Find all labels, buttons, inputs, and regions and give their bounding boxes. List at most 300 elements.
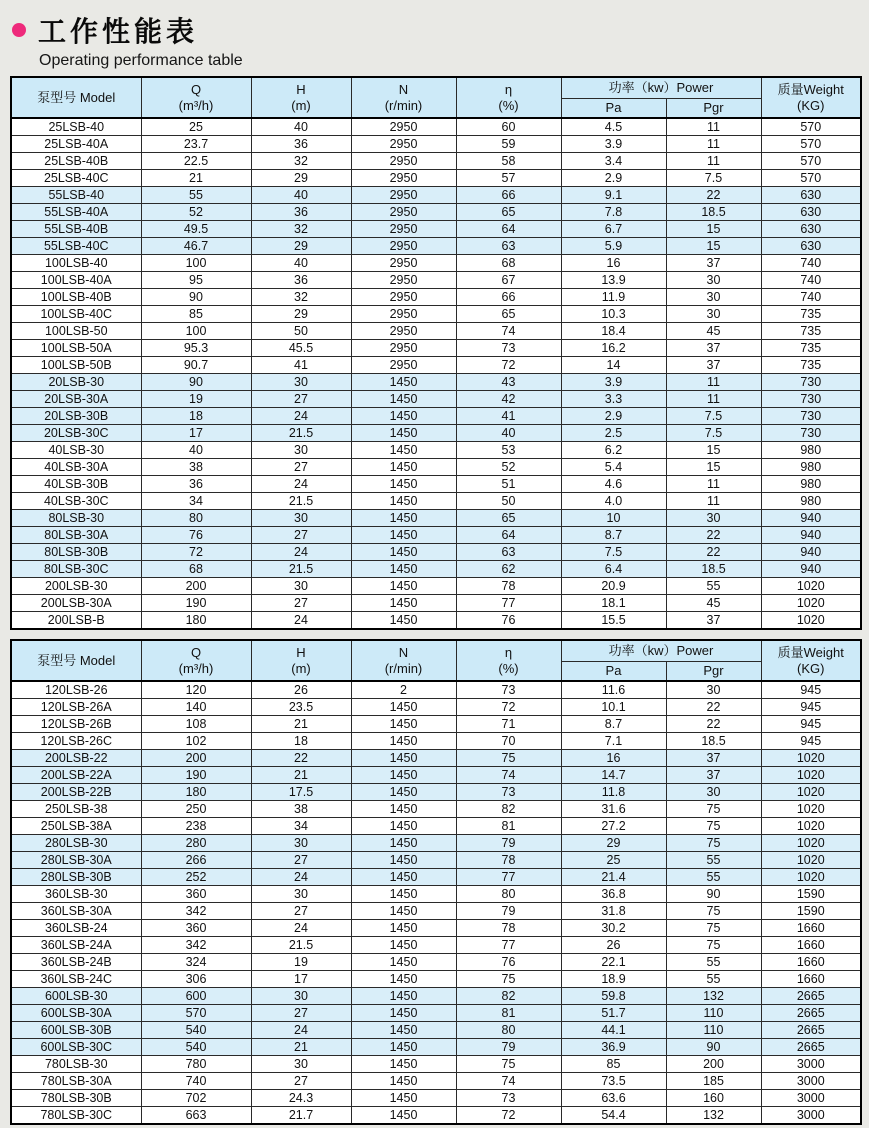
performance-table-lower xyxy=(10,639,862,1125)
weight-cell: 630 xyxy=(761,238,861,255)
eta-cell: 74 xyxy=(456,767,561,784)
col-header-pa-label: Pa xyxy=(605,663,622,679)
col-header-weight xyxy=(761,77,861,118)
n-cell: 1450 xyxy=(351,886,456,903)
h-cell: 36 xyxy=(251,272,351,289)
h-cell: 50 xyxy=(251,323,351,340)
pa-cell: 14 xyxy=(561,357,666,374)
eta-cell: 79 xyxy=(456,903,561,920)
weight-cell: 570 xyxy=(761,153,861,170)
pgr-cell: 15 xyxy=(666,221,761,238)
weight-cell: 730 xyxy=(761,425,861,442)
weight-cell: 735 xyxy=(761,340,861,357)
col-header-power-group xyxy=(561,77,761,99)
model-cell: 55LSB-40 xyxy=(11,187,141,204)
col-header-q-label: (m³/h) xyxy=(178,97,214,113)
col-header-n-label: N xyxy=(398,81,409,97)
table-row xyxy=(11,699,861,716)
col-header-h-label: (m) xyxy=(291,97,311,113)
n-cell: 1450 xyxy=(351,1056,456,1073)
n-cell: 2950 xyxy=(351,204,456,221)
eta-cell: 73 xyxy=(456,784,561,801)
q-cell: 80 xyxy=(141,510,251,527)
weight-cell: 1020 xyxy=(761,818,861,835)
n-cell: 1450 xyxy=(351,1039,456,1056)
pgr-cell: 132 xyxy=(666,1107,761,1125)
pgr-cell: 200 xyxy=(666,1056,761,1073)
weight-cell: 735 xyxy=(761,357,861,374)
pa-cell: 2.9 xyxy=(561,170,666,187)
q-cell: 740 xyxy=(141,1073,251,1090)
q-cell: 570 xyxy=(141,1005,251,1022)
model-cell: 780LSB-30A xyxy=(11,1073,141,1090)
weight-cell: 1020 xyxy=(761,784,861,801)
weight-cell: 980 xyxy=(761,442,861,459)
n-cell: 1450 xyxy=(351,971,456,988)
model-cell: 360LSB-24C xyxy=(11,971,141,988)
model-cell: 20LSB-30B xyxy=(11,408,141,425)
pgr-cell: 15 xyxy=(666,238,761,255)
h-cell: 21.7 xyxy=(251,1107,351,1125)
h-cell: 24 xyxy=(251,869,351,886)
eta-cell: 57 xyxy=(456,170,561,187)
pgr-cell: 30 xyxy=(666,510,761,527)
col-header-q-label: Q xyxy=(190,81,202,97)
eta-cell: 63 xyxy=(456,544,561,561)
q-cell: 38 xyxy=(141,459,251,476)
pa-cell: 5.9 xyxy=(561,238,666,255)
table-row xyxy=(11,1039,861,1056)
q-cell: 108 xyxy=(141,716,251,733)
q-cell: 180 xyxy=(141,612,251,630)
col-header-pgr-label: Pgr xyxy=(703,663,724,679)
h-cell: 17 xyxy=(251,971,351,988)
q-cell: 600 xyxy=(141,988,251,1005)
pgr-cell: 22 xyxy=(666,544,761,561)
pgr-cell: 37 xyxy=(666,255,761,272)
q-cell: 250 xyxy=(141,801,251,818)
pgr-cell: 18.5 xyxy=(666,733,761,750)
pa-cell: 8.7 xyxy=(561,527,666,544)
weight-cell: 1020 xyxy=(761,801,861,818)
col-header-q xyxy=(141,77,251,118)
weight-cell: 940 xyxy=(761,544,861,561)
model-cell: 250LSB-38 xyxy=(11,801,141,818)
table-row xyxy=(11,204,861,221)
weight-cell: 570 xyxy=(761,170,861,187)
q-cell: 663 xyxy=(141,1107,251,1125)
n-cell: 1450 xyxy=(351,1073,456,1090)
h-cell: 30 xyxy=(251,1056,351,1073)
table-row xyxy=(11,459,861,476)
model-cell: 120LSB-26C xyxy=(11,733,141,750)
pa-cell: 21.4 xyxy=(561,869,666,886)
eta-cell: 66 xyxy=(456,187,561,204)
h-cell: 38 xyxy=(251,801,351,818)
pgr-cell: 15 xyxy=(666,442,761,459)
q-cell: 76 xyxy=(141,527,251,544)
weight-cell: 2665 xyxy=(761,1005,861,1022)
pa-cell: 44.1 xyxy=(561,1022,666,1039)
eta-cell: 64 xyxy=(456,221,561,238)
model-cell: 280LSB-30 xyxy=(11,835,141,852)
model-cell: 600LSB-30A xyxy=(11,1005,141,1022)
table-row xyxy=(11,801,861,818)
n-cell: 2950 xyxy=(351,136,456,153)
table-row xyxy=(11,954,861,971)
weight-cell: 735 xyxy=(761,306,861,323)
n-cell: 1450 xyxy=(351,578,456,595)
col-header-eta-label: (%) xyxy=(498,660,519,676)
n-cell: 1450 xyxy=(351,561,456,578)
q-cell: 324 xyxy=(141,954,251,971)
q-cell: 90 xyxy=(141,289,251,306)
q-cell: 702 xyxy=(141,1090,251,1107)
h-cell: 32 xyxy=(251,221,351,238)
table-row xyxy=(11,1107,861,1125)
eta-cell: 53 xyxy=(456,442,561,459)
col-header-eta-label: η xyxy=(504,81,513,97)
pgr-cell: 18.5 xyxy=(666,561,761,578)
h-cell: 27 xyxy=(251,595,351,612)
title-block xyxy=(12,10,860,70)
table-row xyxy=(11,681,861,699)
col-header-h xyxy=(251,77,351,118)
eta-cell: 40 xyxy=(456,425,561,442)
table-row xyxy=(11,1005,861,1022)
weight-cell: 1020 xyxy=(761,835,861,852)
weight-cell: 630 xyxy=(761,221,861,238)
model-cell: 600LSB-30C xyxy=(11,1039,141,1056)
n-cell: 1450 xyxy=(351,750,456,767)
n-cell: 1450 xyxy=(351,374,456,391)
pgr-cell: 55 xyxy=(666,971,761,988)
pgr-cell: 75 xyxy=(666,903,761,920)
model-cell: 360LSB-24 xyxy=(11,920,141,937)
n-cell: 2950 xyxy=(351,272,456,289)
n-cell: 2950 xyxy=(351,238,456,255)
pa-cell: 63.6 xyxy=(561,1090,666,1107)
q-cell: 40 xyxy=(141,442,251,459)
pgr-cell: 37 xyxy=(666,340,761,357)
n-cell: 1450 xyxy=(351,1022,456,1039)
n-cell: 1450 xyxy=(351,903,456,920)
pgr-cell: 7.5 xyxy=(666,170,761,187)
eta-cell: 77 xyxy=(456,937,561,954)
eta-cell: 75 xyxy=(456,750,561,767)
pgr-cell: 55 xyxy=(666,578,761,595)
pgr-cell: 110 xyxy=(666,1022,761,1039)
table-row xyxy=(11,391,861,408)
table-row xyxy=(11,835,861,852)
h-cell: 29 xyxy=(251,238,351,255)
weight-cell: 1660 xyxy=(761,971,861,988)
performance-table-upper xyxy=(10,76,862,630)
eta-cell: 77 xyxy=(456,869,561,886)
pgr-cell: 7.5 xyxy=(666,408,761,425)
model-cell: 55LSB-40C xyxy=(11,238,141,255)
pgr-cell: 75 xyxy=(666,920,761,937)
pgr-cell: 90 xyxy=(666,1039,761,1056)
n-cell: 2950 xyxy=(351,153,456,170)
n-cell: 1450 xyxy=(351,767,456,784)
h-cell: 40 xyxy=(251,255,351,272)
h-cell: 27 xyxy=(251,391,351,408)
model-cell: 80LSB-30C xyxy=(11,561,141,578)
pa-cell: 31.6 xyxy=(561,801,666,818)
weight-cell: 945 xyxy=(761,716,861,733)
h-cell: 41 xyxy=(251,357,351,374)
model-cell: 360LSB-30 xyxy=(11,886,141,903)
model-cell: 280LSB-30B xyxy=(11,869,141,886)
table-row xyxy=(11,272,861,289)
n-cell: 1450 xyxy=(351,442,456,459)
pa-cell: 15.5 xyxy=(561,612,666,630)
pgr-cell: 55 xyxy=(666,954,761,971)
model-cell: 600LSB-30B xyxy=(11,1022,141,1039)
pa-cell: 11.8 xyxy=(561,784,666,801)
n-cell: 1450 xyxy=(351,459,456,476)
pgr-cell: 15 xyxy=(666,459,761,476)
table-row xyxy=(11,750,861,767)
h-cell: 34 xyxy=(251,818,351,835)
h-cell: 45.5 xyxy=(251,340,351,357)
eta-cell: 77 xyxy=(456,595,561,612)
col-header-h xyxy=(251,640,351,681)
model-cell: 20LSB-30 xyxy=(11,374,141,391)
eta-cell: 79 xyxy=(456,835,561,852)
col-header-pa-label: Pa xyxy=(605,100,622,116)
h-cell: 30 xyxy=(251,374,351,391)
table-row xyxy=(11,357,861,374)
model-cell: 80LSB-30B xyxy=(11,544,141,561)
col-header-power-group-label: 功率（kw）Power xyxy=(608,643,714,659)
pa-cell: 51.7 xyxy=(561,1005,666,1022)
weight-cell: 1020 xyxy=(761,869,861,886)
model-cell: 780LSB-30B xyxy=(11,1090,141,1107)
table-row xyxy=(11,903,861,920)
pa-cell: 3.4 xyxy=(561,153,666,170)
col-header-power-group-label: 功率（kw）Power xyxy=(608,80,714,96)
model-cell: 40LSB-30A xyxy=(11,459,141,476)
eta-cell: 75 xyxy=(456,1056,561,1073)
pa-cell: 20.9 xyxy=(561,578,666,595)
q-cell: 90 xyxy=(141,374,251,391)
n-cell: 1450 xyxy=(351,733,456,750)
model-cell: 25LSB-40C xyxy=(11,170,141,187)
weight-cell: 3000 xyxy=(761,1090,861,1107)
n-cell: 2950 xyxy=(351,340,456,357)
eta-cell: 63 xyxy=(456,238,561,255)
table-row xyxy=(11,323,861,340)
model-cell: 600LSB-30 xyxy=(11,988,141,1005)
table-row xyxy=(11,869,861,886)
q-cell: 780 xyxy=(141,1056,251,1073)
pa-cell: 7.8 xyxy=(561,204,666,221)
col-header-eta-label: η xyxy=(504,644,513,660)
h-cell: 21.5 xyxy=(251,425,351,442)
pa-cell: 11.6 xyxy=(561,681,666,699)
col-header-model xyxy=(11,77,141,118)
table-row xyxy=(11,187,861,204)
q-cell: 266 xyxy=(141,852,251,869)
pgr-cell: 30 xyxy=(666,272,761,289)
weight-cell: 570 xyxy=(761,118,861,136)
weight-cell: 1660 xyxy=(761,954,861,971)
h-cell: 40 xyxy=(251,187,351,204)
pa-cell: 8.7 xyxy=(561,716,666,733)
h-cell: 24 xyxy=(251,408,351,425)
q-cell: 200 xyxy=(141,750,251,767)
weight-cell: 945 xyxy=(761,681,861,699)
table-row xyxy=(11,1056,861,1073)
weight-cell: 1020 xyxy=(761,750,861,767)
magenta-dot-icon xyxy=(12,23,26,37)
h-cell: 23.5 xyxy=(251,699,351,716)
pgr-cell: 11 xyxy=(666,153,761,170)
pgr-cell: 37 xyxy=(666,612,761,630)
pgr-cell: 11 xyxy=(666,374,761,391)
col-header-power-group xyxy=(561,640,761,662)
model-cell: 40LSB-30B xyxy=(11,476,141,493)
n-cell: 2950 xyxy=(351,323,456,340)
n-cell: 1450 xyxy=(351,476,456,493)
h-cell: 30 xyxy=(251,578,351,595)
weight-cell: 3000 xyxy=(761,1056,861,1073)
table-row xyxy=(11,767,861,784)
weight-cell: 980 xyxy=(761,493,861,510)
model-cell: 780LSB-30 xyxy=(11,1056,141,1073)
model-cell: 25LSB-40 xyxy=(11,118,141,136)
n-cell: 2950 xyxy=(351,118,456,136)
weight-cell: 1020 xyxy=(761,767,861,784)
n-cell: 1450 xyxy=(351,493,456,510)
model-cell: 360LSB-30A xyxy=(11,903,141,920)
table-row xyxy=(11,1090,861,1107)
col-header-weight-label: (KG) xyxy=(797,97,825,113)
col-header-h-label: H xyxy=(296,81,306,97)
weight-cell: 1020 xyxy=(761,595,861,612)
n-cell: 1450 xyxy=(351,544,456,561)
table-row xyxy=(11,289,861,306)
col-header-n-label: (r/min) xyxy=(384,97,423,113)
table-row xyxy=(11,425,861,442)
n-cell: 1450 xyxy=(351,527,456,544)
model-cell: 120LSB-26B xyxy=(11,716,141,733)
q-cell: 540 xyxy=(141,1022,251,1039)
pgr-cell: 30 xyxy=(666,784,761,801)
n-cell: 2950 xyxy=(351,221,456,238)
pa-cell: 85 xyxy=(561,1056,666,1073)
eta-cell: 43 xyxy=(456,374,561,391)
h-cell: 24.3 xyxy=(251,1090,351,1107)
pa-cell: 18.1 xyxy=(561,595,666,612)
pgr-cell: 11 xyxy=(666,391,761,408)
col-header-n xyxy=(351,640,456,681)
pa-cell: 7.1 xyxy=(561,733,666,750)
pgr-cell: 18.5 xyxy=(666,204,761,221)
n-cell: 2950 xyxy=(351,255,456,272)
n-cell: 2950 xyxy=(351,289,456,306)
h-cell: 30 xyxy=(251,988,351,1005)
pa-cell: 5.4 xyxy=(561,459,666,476)
weight-cell: 3000 xyxy=(761,1107,861,1125)
eta-cell: 74 xyxy=(456,1073,561,1090)
pa-cell: 11.9 xyxy=(561,289,666,306)
pa-cell: 29 xyxy=(561,835,666,852)
col-header-model-label: 泵型号 Model xyxy=(37,652,116,668)
eta-cell: 78 xyxy=(456,852,561,869)
pa-cell: 10.3 xyxy=(561,306,666,323)
pa-cell: 3.3 xyxy=(561,391,666,408)
h-cell: 22 xyxy=(251,750,351,767)
weight-cell: 630 xyxy=(761,187,861,204)
col-header-n-label: (r/min) xyxy=(384,660,423,676)
pa-cell: 27.2 xyxy=(561,818,666,835)
pa-cell: 36.8 xyxy=(561,886,666,903)
pgr-cell: 11 xyxy=(666,476,761,493)
col-header-h-label: (m) xyxy=(291,660,311,676)
pa-cell: 10 xyxy=(561,510,666,527)
pgr-cell: 22 xyxy=(666,716,761,733)
model-cell: 25LSB-40A xyxy=(11,136,141,153)
col-header-q xyxy=(141,640,251,681)
pa-cell: 16 xyxy=(561,750,666,767)
weight-cell: 1590 xyxy=(761,903,861,920)
eta-cell: 66 xyxy=(456,289,561,306)
pa-cell: 18.9 xyxy=(561,971,666,988)
n-cell: 1450 xyxy=(351,612,456,630)
h-cell: 17.5 xyxy=(251,784,351,801)
eta-cell: 65 xyxy=(456,306,561,323)
q-cell: 140 xyxy=(141,699,251,716)
table-row xyxy=(11,493,861,510)
weight-cell: 1020 xyxy=(761,612,861,630)
col-header-pgr xyxy=(666,662,761,682)
pgr-cell: 75 xyxy=(666,801,761,818)
table-row xyxy=(11,784,861,801)
pgr-cell: 11 xyxy=(666,118,761,136)
eta-cell: 78 xyxy=(456,920,561,937)
h-cell: 40 xyxy=(251,118,351,136)
n-cell: 1450 xyxy=(351,699,456,716)
table-row xyxy=(11,476,861,493)
table-row xyxy=(11,733,861,750)
h-cell: 27 xyxy=(251,1073,351,1090)
weight-cell: 980 xyxy=(761,476,861,493)
h-cell: 29 xyxy=(251,306,351,323)
pa-cell: 4.5 xyxy=(561,118,666,136)
h-cell: 27 xyxy=(251,459,351,476)
pa-cell: 3.9 xyxy=(561,374,666,391)
h-cell: 21 xyxy=(251,767,351,784)
pgr-cell: 30 xyxy=(666,306,761,323)
pgr-cell: 22 xyxy=(666,187,761,204)
model-cell: 200LSB-30 xyxy=(11,578,141,595)
n-cell: 1450 xyxy=(351,784,456,801)
model-cell: 280LSB-30A xyxy=(11,852,141,869)
q-cell: 55 xyxy=(141,187,251,204)
pa-cell: 9.1 xyxy=(561,187,666,204)
h-cell: 24 xyxy=(251,612,351,630)
col-header-eta xyxy=(456,640,561,681)
model-cell: 250LSB-38A xyxy=(11,818,141,835)
eta-cell: 65 xyxy=(456,510,561,527)
eta-cell: 60 xyxy=(456,118,561,136)
pgr-cell: 11 xyxy=(666,493,761,510)
weight-cell: 1020 xyxy=(761,852,861,869)
pgr-cell: 90 xyxy=(666,886,761,903)
